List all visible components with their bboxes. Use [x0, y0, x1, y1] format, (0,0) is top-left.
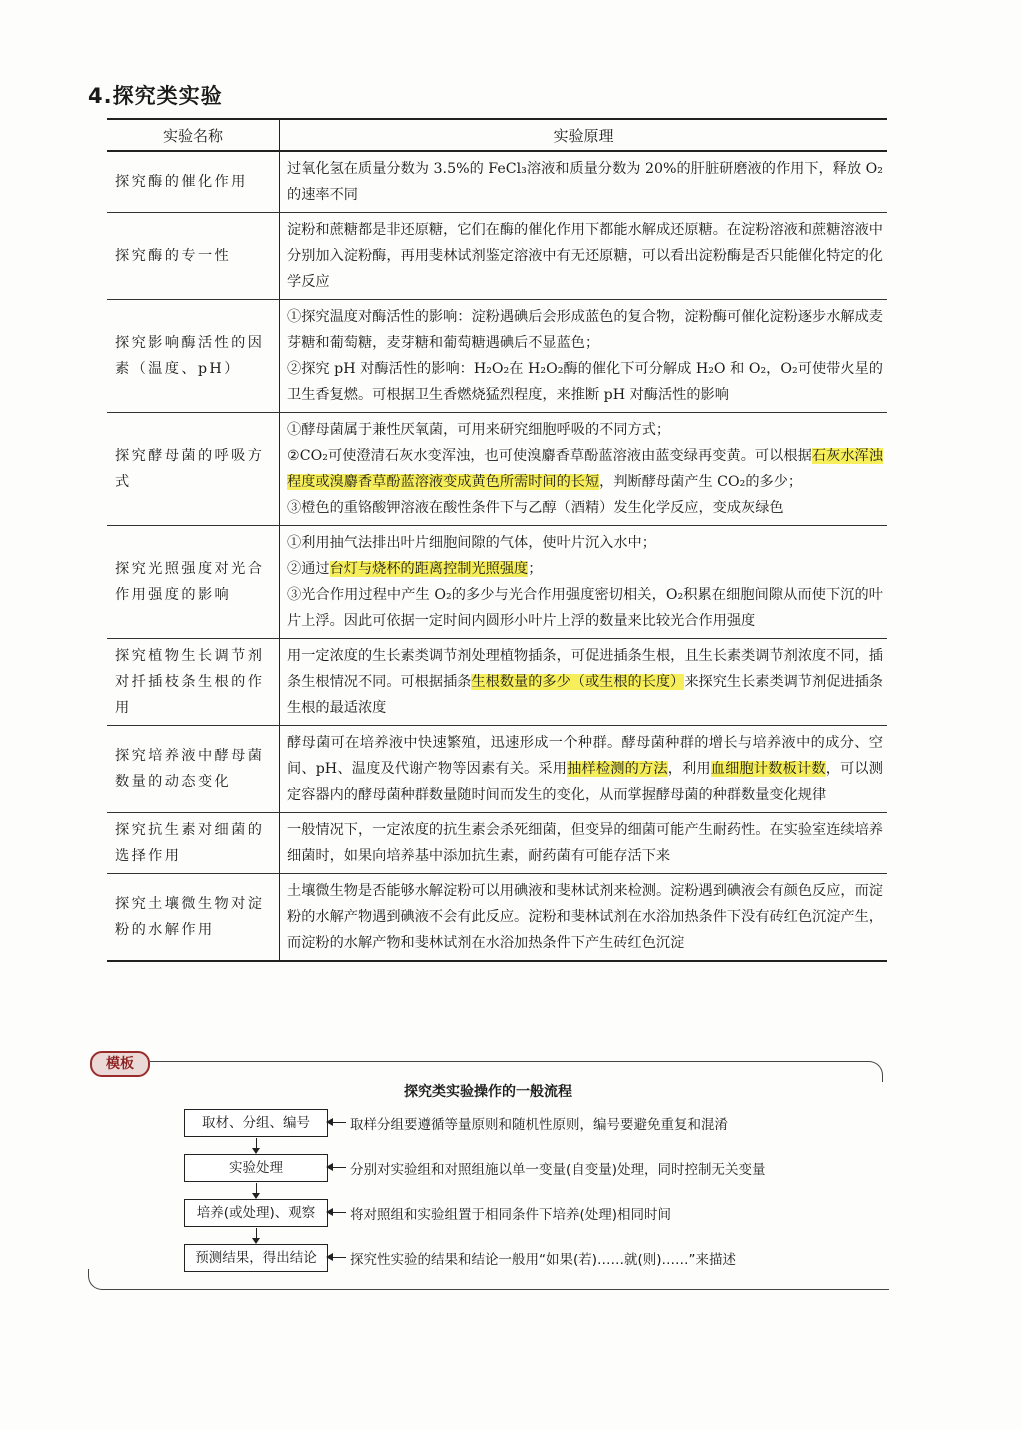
- principle-text: 土壤微生物是否能够水解淀粉可以用碘液和斐林试剂来检测。淀粉遇到碘液会有颜色反应，而淀粉的水解产物遇到碘液不会有此反应。淀粉和斐林试剂在水浴加热条件下没有砖红色沉淀产生，而淀粉的水解产物和斐林试剂在水浴加热条件下产生砖红色沉淀: [287, 883, 883, 951]
- principle-paragraph: [287, 417, 883, 443]
- experiment-name: 探究酶的专一性: [107, 213, 280, 300]
- column-header-name: 实验名称: [107, 119, 280, 151]
- experiment-name: 探究酵母菌的呼吸方式: [107, 413, 280, 526]
- experiment-name: 探究植物生长调节剂对扦插枝条生根的作用: [107, 639, 280, 726]
- table-row: [107, 726, 887, 813]
- flow-title: 探究类实验操作的一般流程: [404, 1084, 572, 1100]
- flow-step-box: 取材、分组、编号: [184, 1109, 328, 1137]
- connector-line: [256, 1228, 257, 1238]
- table-row: [107, 526, 887, 639]
- experiment-principle: [280, 526, 888, 639]
- flow-step-description: 取样分组要遵循等量原则和随机性原则，编号要避免重复和混淆: [350, 1117, 728, 1133]
- principle-paragraph: [287, 443, 883, 495]
- experiment-name: 探究抗生素对细菌的选择作用: [107, 813, 280, 874]
- principle-paragraph: [287, 878, 883, 956]
- experiment-principle: [280, 639, 888, 726]
- principle-text: ，利用: [667, 761, 711, 777]
- experiment-principle: [280, 413, 888, 526]
- table-row: [107, 874, 887, 962]
- principle-paragraph: [287, 304, 883, 356]
- principle-text: 过氧化氢在质量分数为 3.5%的 FeCl₃溶液和质量分数为 20%的肝脏研磨液的作用下，释放 O₂的速率不同: [287, 161, 883, 203]
- experiment-table: [107, 118, 887, 962]
- table-row: [107, 213, 887, 300]
- experiment-principle: [280, 213, 888, 300]
- principle-paragraph: [287, 730, 883, 808]
- experiment-principle: [280, 813, 888, 874]
- table-row: [107, 413, 887, 526]
- table-body: [107, 151, 887, 961]
- experiment-name: 探究土壤微生物对淀粉的水解作用: [107, 874, 280, 962]
- experiment-name: 探究影响酶活性的因素（温度、pH）: [107, 300, 280, 413]
- experiment-principle: [280, 874, 888, 962]
- principle-paragraph: [287, 217, 883, 295]
- template-bottom-border: [88, 1269, 889, 1290]
- template-badge: 模板: [90, 1051, 150, 1077]
- arrow-left-icon: [326, 1163, 333, 1171]
- table-header-row: [107, 119, 887, 151]
- principle-paragraph: [287, 817, 883, 869]
- principle-text: ③橙色的重铬酸钾溶液在酸性条件下与乙醇（酒精）发生化学反应，变成灰绿色: [287, 500, 784, 516]
- flow-step-box: 预测结果，得出结论: [184, 1244, 328, 1272]
- highlighted-text: 抽样检测的方法: [567, 761, 668, 777]
- principle-text: ①酵母菌属于兼性厌氧菌，可用来研究细胞呼吸的不同方式；: [287, 422, 671, 438]
- principle-text: 来探究生长素类调节剂促进插条生根的最适浓度: [287, 674, 883, 716]
- principle-text: ①探究温度对酶活性的影响：淀粉遇碘后会形成蓝色的复合物，淀粉酶可催化淀粉逐步水解成麦芽糖和葡萄糖，麦芽糖和葡萄糖遇碘后不显蓝色；: [287, 309, 883, 351]
- principle-text: ①利用抽气法排出叶片细胞间隙的气体，使叶片沉入水中；: [287, 535, 656, 551]
- principle-text: ②探究 pH 对酶活性的影响：H₂O₂在 H₂O₂酶的催化下可分解成 H₂O 和 O₂，O₂可使带火星的卫生香复燃。可根据卫生香燃烧猛烈程度，来推断 pH 对酶活性的影响: [287, 361, 883, 403]
- flow-step-description: 分别对实验组和对照组施以单一变量(自变量)处理，同时控制无关变量: [350, 1162, 766, 1178]
- table-row: [107, 300, 887, 413]
- connector-line: [256, 1183, 257, 1193]
- principle-text: 用一定浓度的生长素类调节剂处理植物插条，可促进插条生根，且生长素类调节剂浓度不同，插条生根情况不同。可根据插条: [287, 648, 883, 690]
- principle-text: ；: [528, 561, 543, 577]
- flow-step-description: 探究性实验的结果和结论一般用“如果(若)……就(则)……”来描述: [350, 1252, 737, 1268]
- template-panel: [88, 1047, 888, 1297]
- principle-text: 酵母菌可在培养液中快速繁殖，迅速形成一个种群。酵母菌种群的增长与培养液中的成分、空间、pH、温度及代谢产物等因素有关。采用: [287, 735, 883, 777]
- principle-text: ，可以测定容器内的酵母菌种群数量随时间而发生的变化，从而掌握酵母菌的种群数量变化规律: [287, 761, 883, 803]
- arrow-left-icon: [326, 1118, 333, 1126]
- highlighted-text: 石灰水浑浊程度或溴麝香草酚蓝溶液变成黄色所需时间的长短: [287, 448, 883, 490]
- principle-paragraph: [287, 156, 883, 208]
- table-row: [107, 813, 887, 874]
- principle-text: ②通过: [287, 561, 330, 577]
- principle-text: ②CO₂可使澄清石灰水变浑浊，也可使溴麝香草酚蓝溶液由蓝变绿再变黄。可以根据: [287, 448, 812, 464]
- highlighted-text: 血细胞计数板计数: [710, 761, 826, 777]
- principle-text: 淀粉和蔗糖都是非还原糖，它们在酶的催化作用下都能水解成还原糖。在淀粉溶液和蔗糖溶液中分别加入淀粉酶，再用斐林试剂鉴定溶液中有无还原糖，可以看出淀粉酶是否只能催化特定的化学反应: [287, 222, 883, 290]
- table-row: [107, 151, 887, 213]
- experiment-name: 探究酶的催化作用: [107, 151, 280, 213]
- arrow-left-icon: [326, 1208, 333, 1216]
- section-title: 4.探究类实验: [88, 84, 223, 108]
- flow-step-box: 实验处理: [184, 1154, 328, 1182]
- principle-paragraph: [287, 530, 883, 556]
- flow-step-box: 培养(或处理)、观察: [184, 1199, 328, 1227]
- column-header-principle: 实验原理: [280, 119, 888, 151]
- experiment-name: 探究光照强度对光合作用强度的影响: [107, 526, 280, 639]
- arrow-left-icon: [326, 1253, 333, 1261]
- experiment-principle: [280, 151, 888, 213]
- principle-paragraph: [287, 495, 883, 521]
- experiment-principle: [280, 726, 888, 813]
- template-top-border: [150, 1061, 883, 1082]
- principle-text: ③光合作用过程中产生 O₂的多少与光合作用强度密切相关，O₂积累在细胞间隙从而使下沉的叶片上浮。因此可依据一定时间内圆形小叶片上浮的数量来比较光合作用强度: [287, 587, 883, 629]
- highlighted-text: 台灯与烧杯的距离控制光照强度: [329, 561, 529, 577]
- principle-text: 一般情况下，一定浓度的抗生素会杀死细菌，但变异的细菌可能产生耐药性。在实验室连续培养细菌时，如果向培养基中添加抗生素，耐药菌有可能存活下来: [287, 822, 883, 864]
- experiment-name: 探究培养液中酵母菌数量的动态变化: [107, 726, 280, 813]
- principle-text: ，判断酵母菌产生 CO₂的多少；: [599, 474, 803, 490]
- principle-paragraph: [287, 643, 883, 721]
- highlighted-text: 生根数量的多少（或生根的长度）: [471, 674, 685, 690]
- flow-step-description: 将对照组和实验组置于相同条件下培养(处理)相同时间: [350, 1207, 672, 1223]
- principle-paragraph: [287, 582, 883, 634]
- table-row: [107, 639, 887, 726]
- experiment-principle: [280, 300, 888, 413]
- principle-paragraph: [287, 556, 883, 582]
- connector-line: [256, 1138, 257, 1148]
- principle-paragraph: [287, 356, 883, 408]
